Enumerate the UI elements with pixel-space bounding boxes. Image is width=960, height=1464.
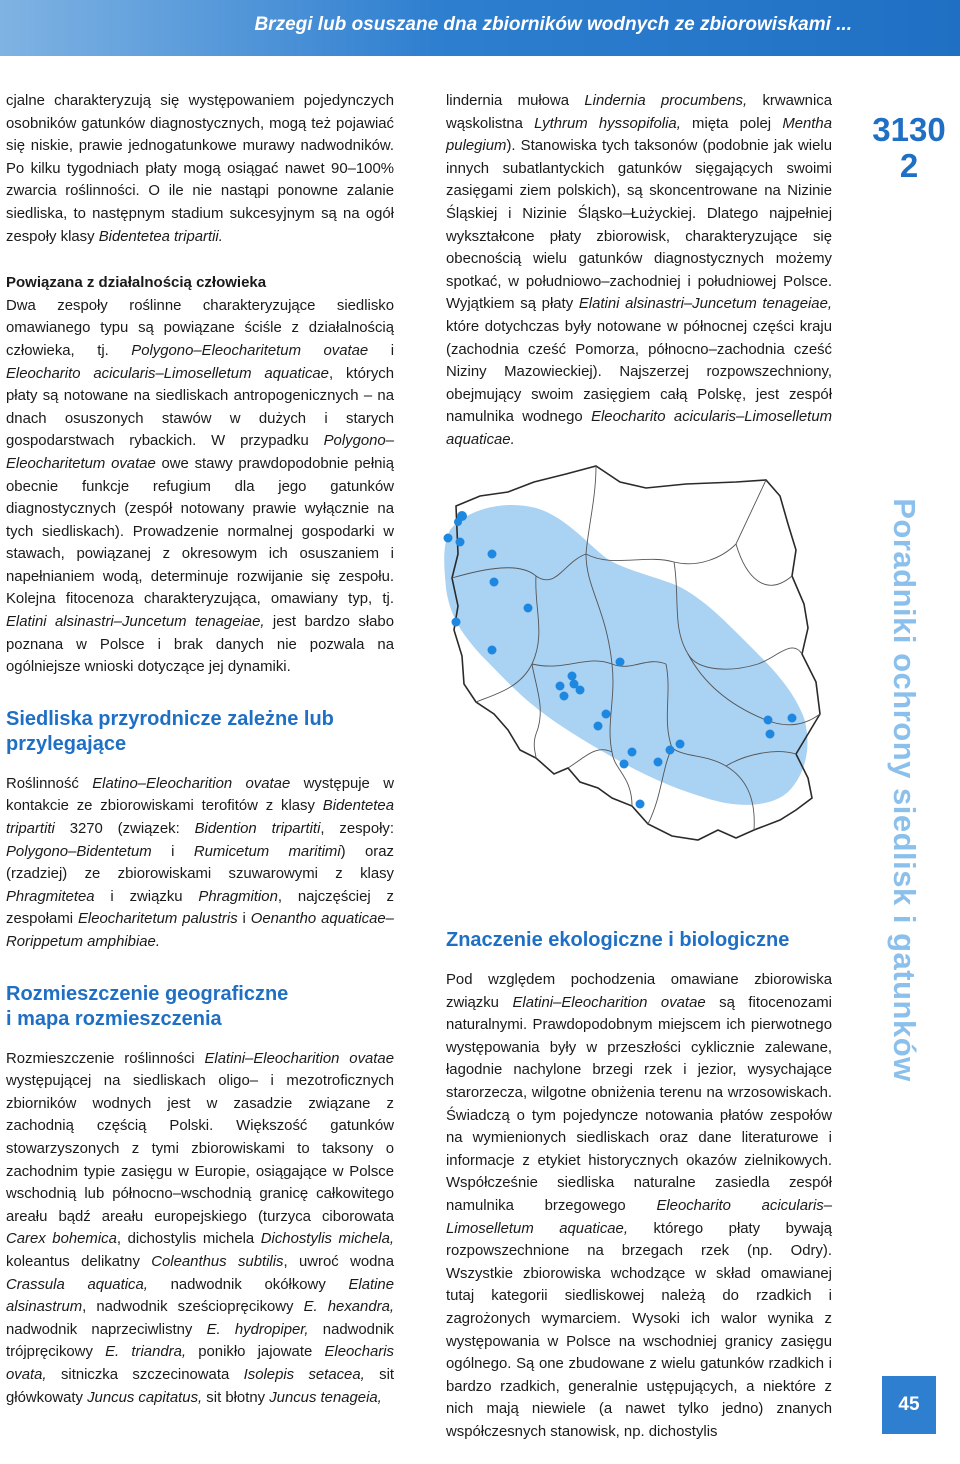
paragraph-succession	[6, 90, 394, 248]
right-column-bottom	[446, 928, 832, 1443]
occurrence-point	[524, 604, 533, 613]
text-segment: sitniczka szczecinowata	[46, 1366, 244, 1383]
distribution-range-area	[444, 505, 807, 805]
text-segment: Pod względem pochodzenia omawiane zbiorowiska związku	[446, 972, 832, 1011]
italic-text-segment: Eleocharito acicularis–Limoselletum aquaticae.	[446, 409, 832, 448]
paragraph-human-activity	[6, 295, 394, 679]
text-segment: , których płaty są notowane na siedliskach antropogenicznych – na dnach osuszonych stawów w dużych i starych gospodarstwach rybackich. W przypadku	[6, 365, 394, 450]
italic-text-segment: Mentha pulegium	[446, 115, 832, 155]
italic-text-segment: Elatini alsinastri–Juncetum tenageiae,	[6, 614, 265, 631]
text-segment: Dwa zespoły roślinne charakteryzujące siedlisko omawianego typu są powiązane ściśle z działalnością człowieka, tj.	[6, 297, 394, 359]
text-segment: , zespoły:	[320, 821, 395, 838]
text-segment: , nadwodnik sześciopręcikowy	[82, 1299, 304, 1316]
occurrence-point	[454, 518, 462, 526]
italic-text-segment: Bidentetea tripartii.	[98, 228, 223, 245]
occurrence-point	[616, 658, 625, 667]
text-segment: i	[237, 911, 251, 928]
italic-text-segment: Polygono–Eleocharitetum ovatae	[131, 342, 369, 359]
italic-text-segment: Lythrum hyssopifolia,	[534, 115, 681, 132]
italic-text-segment: E. hydropiper,	[206, 1321, 309, 1338]
occurrence-point	[456, 538, 465, 547]
heading-dependent-habitats-line1: Siedliska przyrodnicze zależne lub	[6, 707, 334, 730]
italic-text-segment: Eleocharito acicularis–Limoselletum aquaticae	[6, 365, 329, 382]
text-segment: są fitocenozami naturalnymi. Prawdopodobnym miejscem ich pierwotnego występowania były w przeszłości cyklicznie zalewane, łagodnie nachylone brzegi rzek i jezior, wysychające starorzecza, wilgotne obniżenia terenu na wrzosowiskach. Świadczą o tym pojedyncze notowania płatów zespołów na wymienionych siedliskach oraz dane literaturowe i informacje z etykiet historycznych okazów zielnikowych. Współcześnie siedliska naturalne zasiedla zespół namulnika brzegowego	[446, 994, 832, 1214]
occurrence-point	[766, 730, 775, 739]
text-segment: Roślinność	[6, 775, 93, 792]
italic-text-segment: Eleocharitetum palustris	[77, 911, 238, 928]
italic-text-segment: Bidentetea tripartiti	[6, 798, 394, 838]
heading-distribution-line1: Rozmieszczenie geograficzne	[6, 982, 289, 1005]
italic-text-segment: Isolepis setacea,	[243, 1366, 365, 1383]
italic-text-segment: Polygono–Eleocharitetum ovatae	[6, 433, 394, 472]
occurrence-point	[560, 692, 569, 701]
occurrence-point	[556, 682, 565, 691]
italic-text-segment: Phragmitetea	[6, 888, 95, 905]
heading-dependent-habitats	[6, 707, 394, 757]
habitat-code-number: 3130	[872, 111, 946, 148]
vertical-series-title: Poradniki ochrony siedlisk i gatunków	[887, 498, 922, 1082]
italic-text-segment: Juncus capitatus,	[87, 1389, 203, 1406]
occurrence-point	[490, 578, 499, 587]
poland-distribution-map	[436, 458, 832, 860]
text-segment: krwawnica wąskolistna	[446, 93, 832, 132]
occurrence-point	[666, 746, 675, 755]
text-segment: koleantus delikatny	[6, 1253, 152, 1270]
italic-text-segment: Bidention tripartiti	[194, 821, 321, 838]
text-segment: i	[151, 843, 194, 860]
italic-text-segment: Elatini–Eleocharition ovatae	[512, 994, 706, 1011]
text-segment: występującej na siedliskach oligo– i mezotroficznych zbiorników wodnych jest w zasadzie związane z zachodnią częścią Polski. Większość gatunków stowarzyszonych z tymi zbiorowiskami to taksony o zachodnim typie zasięgu w Europie, osiągające w Polsce wschodnią lub północno–wschodnią granicę całkowitego areału bądź areału europejskiego (turzyca ciborowata	[6, 1073, 394, 1225]
vertical-title-container	[874, 480, 934, 1100]
text-segment: nadwodnik naprzeciwlistny	[6, 1321, 207, 1338]
occurrence-point	[452, 618, 461, 627]
italic-text-segment: Oenantho aquaticae–Rorippetum amphibiae.	[6, 911, 394, 950]
italic-text-segment: Dichostylis michela,	[260, 1231, 394, 1248]
italic-text-segment: Polygono–Bidentetum	[6, 843, 152, 860]
text-segment: owe stawy prawdopodobnie pełnią obecnie funkcje refugium dla jego gatunków diagnostycznych (zespół notowany prawie wyłącznie na tych siedliskach). Prowadzenie normalnej gospodarki w stawach, powiązanej z okresowym ich osuszaniem i napełnianiem wodą, determinuje rozwijanie się zespołu. Kolejna fitocenoza charakteryzująca, omawiany typ, tj.	[6, 455, 394, 608]
paragraph-dependent-habitats	[6, 773, 394, 954]
italic-text-segment: Juncus tenageia,	[269, 1389, 382, 1406]
heading-dependent-habitats-line2: przylegające	[6, 732, 127, 755]
italic-text-segment: Eleocharis ovata,	[6, 1344, 394, 1383]
text-segment: i	[368, 342, 394, 359]
paragraph-distribution-continued	[446, 90, 832, 452]
occurrence-point	[764, 716, 773, 725]
italic-text-segment: Elatini alsinastri–Juncetum tenageiae,	[578, 296, 832, 313]
habitat-code	[866, 112, 952, 184]
text-segment: ponikło jajowate	[186, 1344, 325, 1361]
italic-text-segment: Lindernia procumbens,	[584, 93, 748, 109]
occurrence-point	[594, 722, 603, 731]
text-segment: sit główkowaty	[6, 1366, 395, 1406]
italic-text-segment: Elatino–Eleocharition ovatae	[92, 775, 291, 792]
italic-text-segment: Crassula aquatica,	[6, 1276, 148, 1293]
text-segment: i związku	[94, 888, 199, 905]
heading-ecological-significance: Znaczenie ekologiczne i biologiczne	[446, 929, 790, 951]
italic-text-segment: Phragmition	[198, 888, 278, 905]
occurrence-point	[576, 686, 585, 695]
text-segment: Rozmieszczenie roślinności	[6, 1050, 205, 1067]
italic-text-segment: Rumicetum maritimi	[193, 843, 341, 860]
italic-text-segment: Elatini–Eleocharition ovatae	[204, 1050, 394, 1067]
text-segment: mięta polej	[680, 115, 783, 132]
header-bar	[0, 0, 960, 56]
italic-text-segment: Coleanthus subtilis	[151, 1253, 284, 1270]
right-column-top	[446, 90, 832, 452]
subheading-human-activity: Powiązana z działalnością człowieka	[6, 274, 267, 292]
text-segment: jest bardzo słabo poznana w Polsce i brak danych nie pozwala na ogólniejsze wnioski dotyczące jej dynamiki.	[6, 614, 394, 676]
text-segment: , uwroć wodna	[283, 1253, 394, 1270]
text-segment: 3270 (związek:	[54, 821, 195, 838]
text-segment: nadwodnik trójpręcikowy	[6, 1321, 394, 1361]
page-number: 45	[882, 1376, 936, 1434]
italic-text-segment: E. hexandra,	[303, 1299, 394, 1316]
paragraph-distribution	[6, 1048, 394, 1410]
paragraph-ecological-significance	[446, 969, 832, 1443]
italic-text-segment: E. triandra,	[105, 1344, 187, 1361]
italic-text-segment: Eleocharito acicularis–Limoselletum aquaticae,	[446, 1197, 832, 1237]
text-segment: ) oraz (rzadziej) ze zbiorowiskami szuwarowymi z klasy	[6, 843, 394, 883]
occurrence-point	[488, 646, 497, 655]
occurrence-point	[676, 740, 685, 749]
text-segment: ). Stanowiska tych taksonów (podobnie jak wielu innych subatlantyckich gatunków sięgających swoimi zasięgami ziem polskich), są skoncentrowane na Nizinie Śląskiej i Nizinie Śląsko–Łużyckiej. Dlatego najpełniej wykształcone płaty zbiorowisk, charakteryzujące się obecnością wielu gatunków diagnostycznych możemy spotkać, w południowo–zachodniej i południowej Polsce. Wyjątkiem są płaty	[446, 138, 832, 313]
text-segment: , dichostylis michela	[116, 1231, 261, 1248]
occurrence-point	[636, 800, 645, 809]
text-segment: cjalne charakteryzują się występowaniem pojedynczych osobników gatunków diagnostycznych, mogą też pojawiać się niskie, prawie jednogatunkowe murawy nadwodników. Po kilku tygodniach płaty mogą osiągać nawet 90–100% zwarcia roślinności. O ile nie nastąpi ponowne zalanie siedliska, to następnym stadium sukcesyjnym są na ogół zespoły klasy	[6, 93, 394, 245]
text-segment: nadwodnik okółkowy	[147, 1276, 349, 1293]
occurrence-point	[788, 714, 797, 723]
occurrence-point	[620, 760, 629, 769]
italic-text-segment: Carex bohemica	[6, 1231, 117, 1248]
text-segment: lindernia mułowa	[446, 93, 585, 109]
text-segment: które dotychczas były notowane w północnej części kraju (zachodnia cześć Pomorza, północno–zachodnia cześć Niziny Mazowieckiej). Najszerzej rozpowszechniony, obejmujący swoim zasięgiem całą Polskę, jest zespół namulnika wodnego	[446, 318, 832, 426]
heading-distribution-line2: i mapa rozmieszczenia	[6, 1007, 222, 1030]
text-segment: którego płaty bywają rozpowszechnione na brzegach rzek (np. Odry). Wszystkie zbiorowiska wchodzące w skład omawianej tutaj kategorii siedliskowej należą do rzadkich i zagrożonych wymarciem. Wysoki ich walor wynika z występowania w Polsce na wschodniej granicy zasięgu ogólnego. Są one zbudowane z wielu gatunków rzadkich i bardzo rzadkich, generalnie ustępujących, a niektóre z nich mają niewiele (a nawet tylko jedno) znanych współczesnych stanowisk, np. dichostylis	[446, 1220, 833, 1440]
occurrence-point	[602, 710, 611, 719]
heading-distribution	[6, 982, 394, 1032]
occurrence-point	[568, 672, 577, 681]
header-title: Brzegi lub osuszane dna zbiorników wodnych ze zbiorowiskami ...	[254, 14, 852, 35]
habitat-code-variant: 2	[899, 147, 919, 184]
occurrence-point	[654, 758, 663, 767]
text-segment: , najczęściej z zespołami	[6, 888, 394, 928]
text-segment: występuje w kontakcie ze zbiorowiskami terofitów z klasy	[6, 775, 394, 815]
left-column	[6, 90, 394, 1409]
occurrence-point	[628, 748, 637, 757]
occurrence-point	[444, 534, 453, 543]
text-segment: sit błotny	[202, 1389, 270, 1406]
occurrence-point	[488, 550, 497, 559]
italic-text-segment: Elatine alsinastrum	[6, 1276, 394, 1316]
